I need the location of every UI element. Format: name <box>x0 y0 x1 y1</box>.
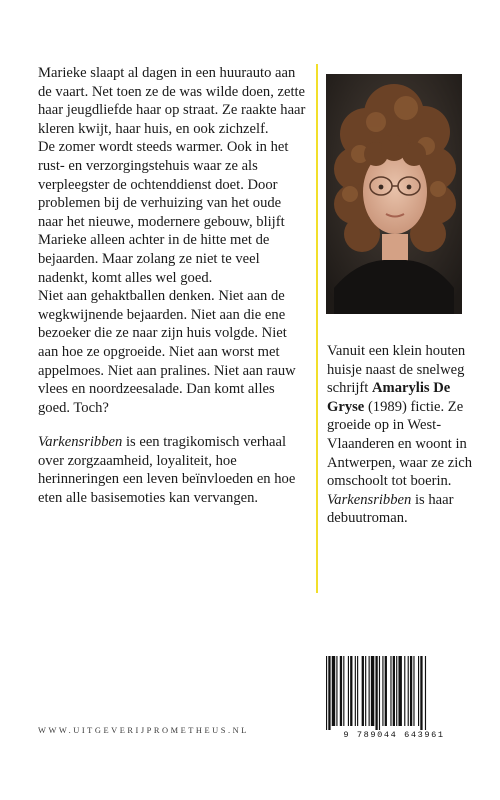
barcode-bar <box>350 656 352 726</box>
barcode-bar <box>425 656 426 730</box>
barcode-bar <box>420 656 422 730</box>
barcode-bar <box>408 656 409 726</box>
barcode-bar <box>393 656 395 726</box>
barcode-bar <box>362 656 364 726</box>
barcode-bar <box>357 656 358 726</box>
author-portrait-illustration <box>326 74 462 314</box>
barcode-bar <box>379 656 380 730</box>
publisher-url: WWW.UITGEVERIJPROMETHEUS.NL <box>38 726 249 735</box>
barcode-bar <box>355 656 356 726</box>
barcode-bar <box>385 656 387 726</box>
isbn-number: 9 789044 643961 <box>326 730 462 740</box>
blurb-paragraph-2: De zomer wordt steeds warmer. Ook in het rust- en verzorgingstehuis waar ze als verpleegster de ochtenddienst doet. Door problemen bij de verhuizing van het oude naar het nieuwe, modernere gebouw, blijft Marieke alleen achter in de hitte met de bejaarden. Maar zolang ze niet te veel nadenkt, komt alles wel goed. <box>38 139 289 286</box>
blurb-paragraph-4-rest: is een tragikomisch verhaal over zorgzaamheid, loyaliteit, hoe herinneringen een leven beïnvloeden en hoe eten alle basisemoties kan vervangen. <box>38 434 296 507</box>
blurb-paragraph-1: Marieke slaapt al dagen in een huurauto aan de vaart. Net toen ze de was wilde doen, zette haar jeugdliefde haar op straat. Ze raakte haar kleren kwijt, haar huis, en ook zichzelf. <box>38 65 306 137</box>
yellow-divider-line <box>316 64 318 593</box>
author-bio <box>327 342 477 528</box>
barcode-bar <box>332 656 335 726</box>
barcode-bar <box>398 656 401 726</box>
barcode-bar <box>413 656 414 726</box>
barcode-bar <box>336 656 337 726</box>
bio-intro: Vanuit een klein houten huisje naast de snelweg schrijft <box>327 343 466 397</box>
bio-book-title: Varkensribben <box>327 491 412 508</box>
barcode-bar <box>365 656 366 726</box>
barcode-bar <box>404 656 405 726</box>
barcode-bar <box>371 656 374 726</box>
bio-middle: (1989) fictie. Ze groeide op in West-Vlaanderen en woont in Antwerpen, waar ze zich omschoolt tot boerin. <box>327 398 473 490</box>
author-photo <box>326 74 462 314</box>
author-name: Amarylis De Gryse <box>327 380 451 415</box>
barcode-bar <box>410 656 412 726</box>
barcode-bar <box>418 656 419 726</box>
barcode-bar <box>328 656 330 730</box>
blurb-paragraph-4 <box>38 433 306 507</box>
barcode-bar <box>326 656 327 730</box>
back-cover-blurb <box>38 64 306 508</box>
barcode-bar <box>343 656 344 726</box>
barcode-bar <box>375 656 377 730</box>
barcode-bar <box>369 656 370 726</box>
barcode-bar <box>340 656 342 726</box>
barcode-bar <box>348 656 349 726</box>
barcode-bar <box>390 656 391 726</box>
bio-end: is haar debuutroman. <box>327 491 454 527</box>
barcode-bars <box>323 656 463 730</box>
book-title-italic: Varkensribben <box>38 434 123 451</box>
barcode-bar <box>382 656 383 726</box>
barcode-bar <box>396 656 397 726</box>
blurb-paragraph-3: Niet aan gehaktballen denken. Niet aan de wegkwijnende bejaarden. Niet aan die ene bezoeker die ze naar zijn huis volgde. Niet aan hoe ze opgroeide. Niet aan worst met appelmoes. Niet aan pralines. Niet aan rauw vlees en noordzeesalade. Dan komt alles goed. Toch? <box>38 288 296 416</box>
